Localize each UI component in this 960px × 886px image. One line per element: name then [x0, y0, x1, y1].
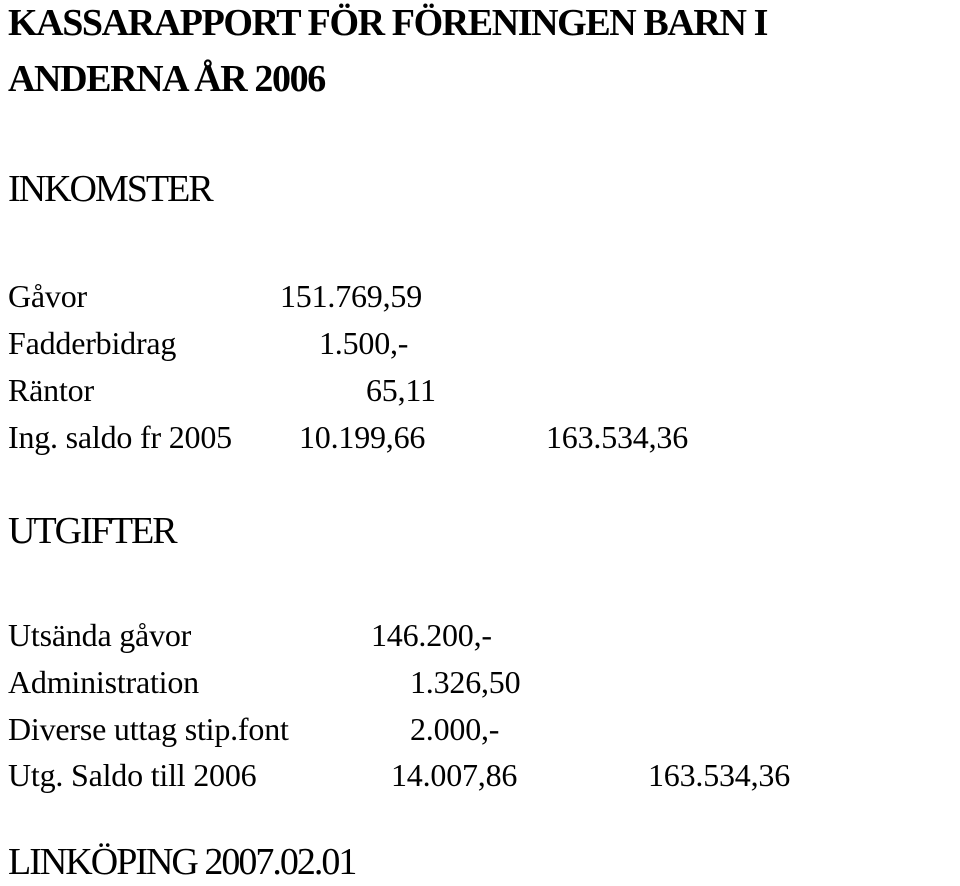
income-label-interest: Räntor	[8, 372, 94, 408]
expense-amount-administration: 1.326,50	[410, 664, 521, 700]
expense-amount-misc-withdrawal: 2.000,-	[410, 711, 500, 747]
income-label-opening-balance: Ing. saldo fr 2005	[8, 419, 232, 455]
income-label-gifts: Gåvor	[8, 278, 87, 314]
report-title-line-2: ANDERNA ÅR 2006	[8, 58, 325, 100]
income-label-sponsorship: Fadderbidrag	[8, 325, 177, 361]
income-heading: INKOMSTER	[8, 168, 212, 210]
expense-amount-closing-balance: 14.007,86	[391, 757, 518, 793]
report-title-line-1: KASSARAPPORT FÖR FÖRENINGEN BARN I	[8, 2, 767, 44]
income-amount-gifts: 151.769,59	[280, 278, 423, 314]
income-amount-interest: 65,11	[366, 372, 436, 408]
expense-amount-sent-gifts: 146.200,-	[371, 617, 492, 653]
income-amount-opening-balance: 10.199,66	[299, 419, 426, 455]
expense-label-sent-gifts: Utsända gåvor	[8, 617, 192, 653]
expenses-heading: UTGIFTER	[8, 510, 176, 552]
expense-label-closing-balance: Utg. Saldo till 2006	[8, 757, 257, 793]
income-total: 163.534,36	[546, 419, 689, 455]
expense-label-misc-withdrawal: Diverse uttag stip.font	[8, 711, 289, 747]
expenses-total: 163.534,36	[648, 757, 791, 793]
income-amount-sponsorship: 1.500,-	[319, 325, 409, 361]
expense-label-administration: Administration	[8, 664, 199, 700]
place-and-date: LINKÖPING 2007.02.01	[8, 841, 356, 883]
